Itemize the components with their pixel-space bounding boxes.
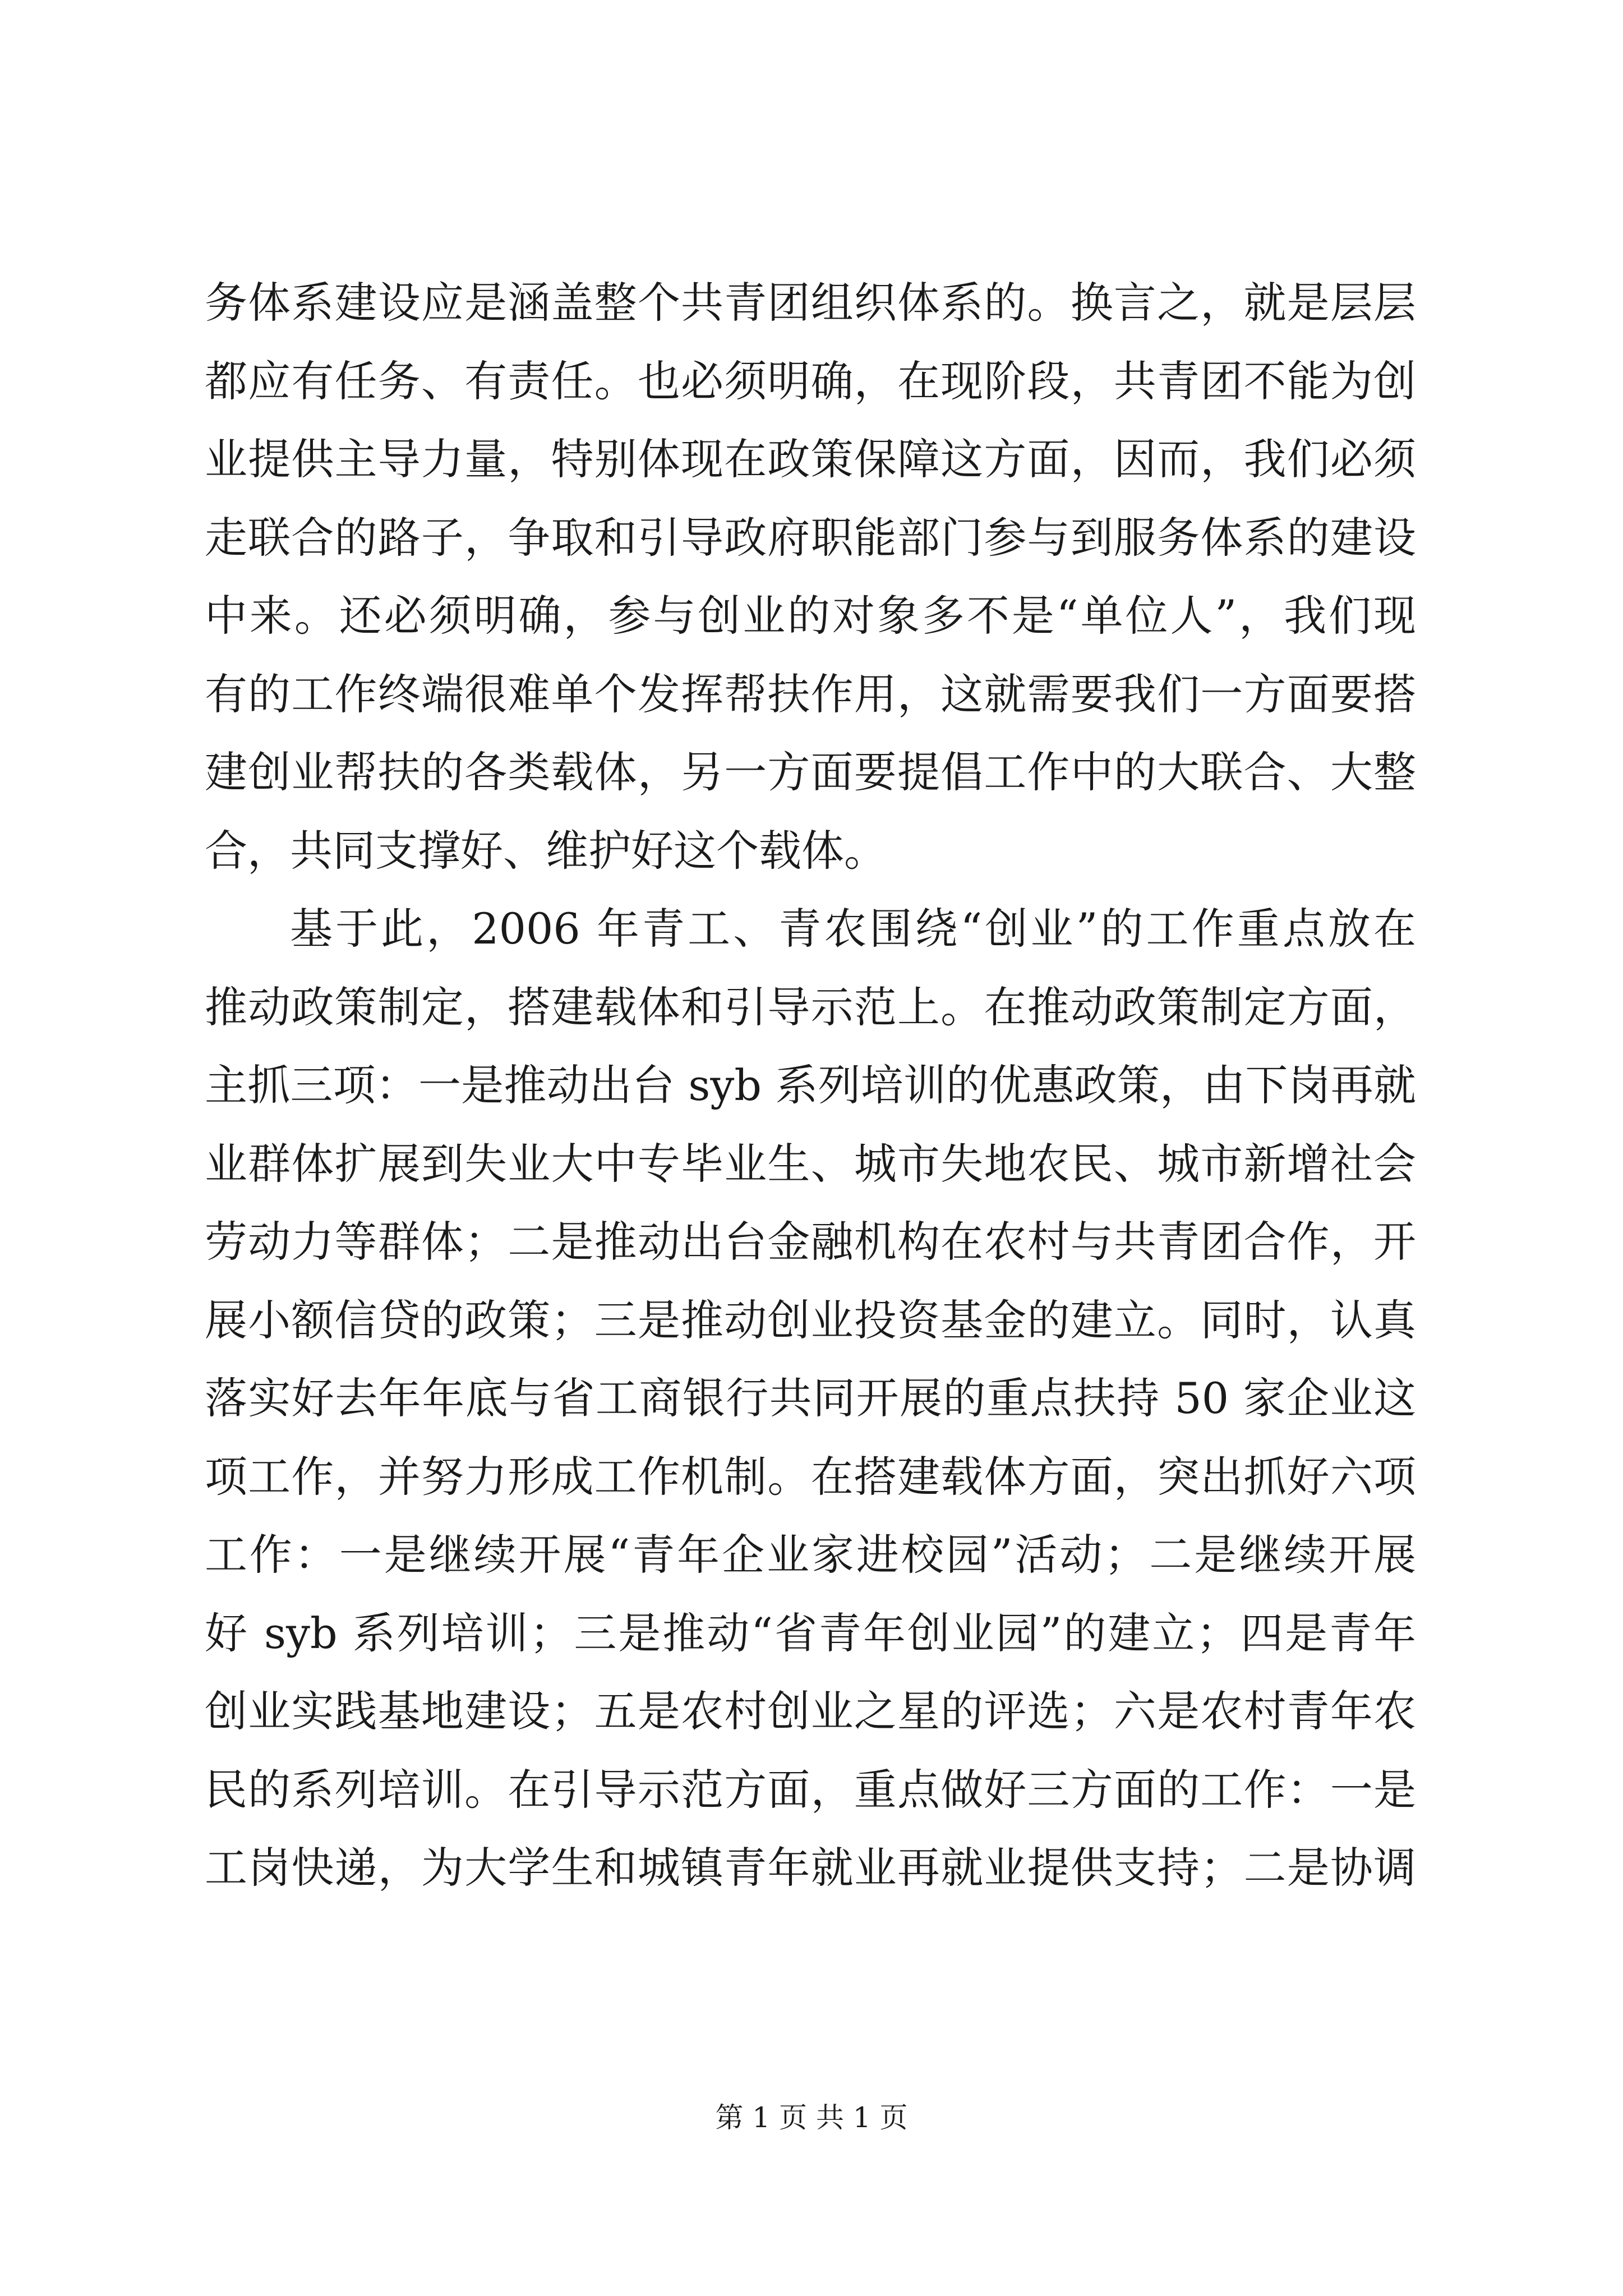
text-line: 业提供主导力量，特别体现在政策保障这方面，因而，我们必须 bbox=[205, 434, 1416, 484]
text-line: 工岗快递，为大学生和城镇青年就业再就业提供支持；二是协调 bbox=[205, 1843, 1416, 1893]
text-line: 民的系列培训。在引导示范方面，重点做好三方面的工作：一是 bbox=[205, 1764, 1416, 1815]
text-line: 工作：一是继续开展“青年企业家进校园”活动；二是继续开展 bbox=[205, 1530, 1416, 1580]
paragraph-1 bbox=[205, 264, 1416, 890]
text-line: 创业实践基地建设；五是农村创业之星的评选；六是农村青年农 bbox=[205, 1686, 1416, 1736]
page-number-label: 第 1 页 共 1 页 bbox=[715, 2101, 908, 2134]
text-line: 基于此，2006 年青工、青农围绕“创业”的工作重点放在 bbox=[290, 904, 1416, 954]
text-line: 务体系建设应是涵盖整个共青团组织体系的。换言之，就是层层 bbox=[205, 278, 1416, 328]
paragraph-2 bbox=[205, 890, 1416, 1907]
text-line: 推动政策制定，搭建载体和引导示范上。在推动政策制定方面， bbox=[205, 982, 1416, 1032]
text-line: 落实好去年年底与省工商银行共同开展的重点扶持 50 家企业这 bbox=[205, 1373, 1416, 1423]
page-footer bbox=[0, 2098, 1623, 2137]
text-line: 都应有任务、有责任。也必须明确，在现阶段，共青团不能为创 bbox=[205, 356, 1416, 406]
text-line: 建创业帮扶的各类载体，另一方面要提倡工作中的大联合、大整 bbox=[205, 747, 1416, 797]
body-text bbox=[205, 264, 1416, 1907]
text-line: 有的工作终端很难单个发挥帮扶作用，这就需要我们一方面要搭 bbox=[205, 669, 1416, 719]
text-line: 劳动力等群体；二是推动出台金融机构在农村与共青团合作，开 bbox=[205, 1217, 1416, 1267]
text-line: 业群体扩展到失业大中专毕业生、城市失地农民、城市新增社会 bbox=[205, 1138, 1416, 1189]
text-line: 好 syb 系列培训；三是推动“省青年创业园”的建立；四是青年 bbox=[205, 1608, 1416, 1658]
text-line: 主抓三项：一是推动出台 syb 系列培训的优惠政策，由下岗再就 bbox=[205, 1060, 1416, 1110]
text-line: 中来。还必须明确，参与创业的对象多不是“单位人”，我们现 bbox=[205, 591, 1416, 641]
text-line: 走联合的路子，争取和引导政府职能部门参与到服务体系的建设 bbox=[205, 512, 1416, 563]
text-line: 合，共同支撑好、维护好这个载体。 bbox=[205, 825, 887, 876]
text-line: 项工作，并努力形成工作机制。在搭建载体方面，突出抓好六项 bbox=[205, 1451, 1416, 1502]
text-line: 展小额信贷的政策；三是推动创业投资基金的建立。同时，认真 bbox=[205, 1295, 1416, 1345]
